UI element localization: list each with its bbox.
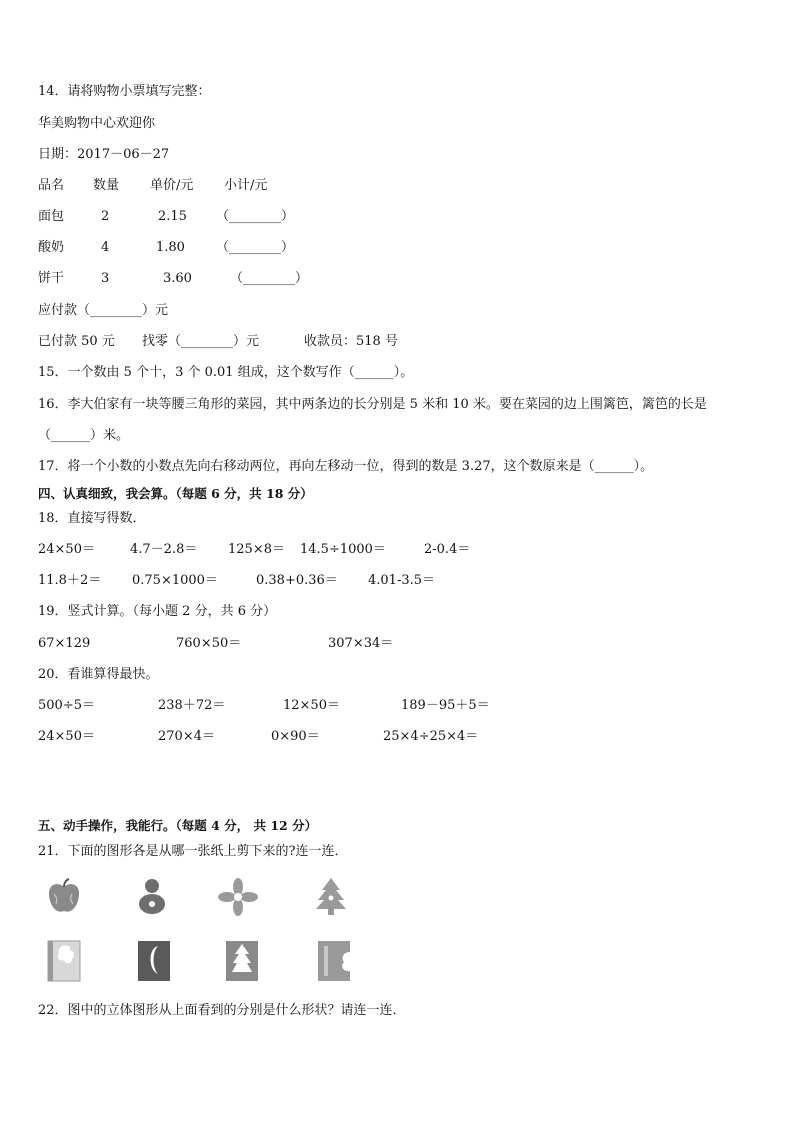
item-qty: 3 <box>101 271 110 286</box>
header-subtotal: 小计/元 <box>224 178 268 193</box>
pine-tree-icon[interactable] <box>313 876 349 916</box>
vertical-calc-item[interactable]: 67×129 <box>38 636 91 651</box>
apple-icon[interactable] <box>46 878 82 916</box>
item-name: 饼干 <box>38 271 65 286</box>
header-qty: 数量 <box>93 178 120 193</box>
calc-item[interactable]: 270×4＝ <box>158 729 215 744</box>
q17[interactable]: 17．将一个小数的小数点先向右移动两位，再向左移动一位，得到的数是 3.27，这个数原来是（______）。 <box>38 459 654 474</box>
amount-paid: 已付款 50 元 <box>38 334 115 349</box>
q20-title: 20．看谁算得最快。 <box>38 667 159 682</box>
paper-sheet-icon[interactable] <box>314 938 354 984</box>
q15[interactable]: 15．一个数由 5 个十，3 个 0.01 组成，这个数写作（______）。 <box>38 365 414 380</box>
calc-item[interactable]: 4.01-3.5＝ <box>368 573 436 588</box>
calc-item[interactable]: 125×8＝ <box>228 542 285 557</box>
calc-item[interactable]: 0.75×1000＝ <box>132 573 218 588</box>
cashier: 收款员：518 号 <box>304 334 398 349</box>
header-name: 品名 <box>38 178 65 193</box>
header-price: 单价/元 <box>150 178 194 193</box>
gourd-icon[interactable] <box>134 876 170 916</box>
q19-title: 19．竖式计算。（每小题 2 分，共 6 分） <box>38 604 277 619</box>
receipt-date: 日期：2017－06－27 <box>38 147 170 162</box>
section-4-heading: 四、认真细致，我会算。（每题 6 分，共 18 分） <box>38 486 313 501</box>
calc-item[interactable]: 11.8＋2＝ <box>38 573 102 588</box>
flower-icon[interactable] <box>218 878 258 916</box>
item-name: 酸奶 <box>38 240 65 255</box>
change-blank[interactable]: 找零（________）元 <box>142 334 260 349</box>
item-price: 1.80 <box>156 240 185 255</box>
vertical-calc-item[interactable]: 307×34＝ <box>328 636 394 651</box>
q18-title: 18．直接写得数． <box>38 511 146 526</box>
q14-title: 14．请将购物小票填写完整： <box>38 84 211 99</box>
calc-item[interactable]: 500÷5＝ <box>38 698 95 713</box>
item-subtotal-blank[interactable]: （________） <box>216 209 295 224</box>
calc-item[interactable]: 2-0.4＝ <box>424 542 471 557</box>
calc-item[interactable]: 24×50＝ <box>38 542 95 557</box>
calc-item[interactable]: 14.5÷1000＝ <box>300 542 386 557</box>
paper-sheet-icon[interactable] <box>134 938 174 984</box>
section-5-heading: 五、动手操作，我能行。（每题 4 分， 共 12 分） <box>38 818 318 833</box>
calc-item[interactable]: 24×50＝ <box>38 729 95 744</box>
item-qty: 2 <box>101 209 110 224</box>
vertical-calc-item[interactable]: 760×50＝ <box>176 636 242 651</box>
item-price: 2.15 <box>158 209 187 224</box>
item-qty: 4 <box>101 240 110 255</box>
calc-item[interactable]: 4.7－2.8＝ <box>130 542 198 557</box>
paper-sheet-icon[interactable] <box>44 938 84 984</box>
amount-due[interactable]: 应付款（________）元 <box>38 303 169 318</box>
paper-sheet-icon[interactable] <box>222 938 262 984</box>
item-subtotal-blank[interactable]: （________） <box>230 271 309 286</box>
q16-line2[interactable]: （______）米。 <box>38 428 130 443</box>
item-name: 面包 <box>38 209 65 224</box>
item-subtotal-blank[interactable]: （________） <box>216 240 295 255</box>
q16-line1: 16．李大伯家有一块等腰三角形的菜园，其中两条边的长分别是 5 米和 10 米。要在菜园的边上围篱笆，篱笆的长是 <box>38 397 707 412</box>
calc-item[interactable]: 238＋72＝ <box>158 698 226 713</box>
q22-title: 22．图中的立体图形从上面看到的分别是什么形状？请连一连． <box>38 1003 406 1018</box>
calc-item[interactable]: 25×4÷25×4＝ <box>383 729 479 744</box>
calc-item[interactable]: 0×90＝ <box>271 729 320 744</box>
store-greeting: 华美购物中心欢迎你 <box>38 116 156 131</box>
calc-item[interactable]: 189－95＋5＝ <box>401 698 490 713</box>
q21-title: 21．下面的图形各是从哪一张纸上剪下来的?连一连． <box>38 844 348 859</box>
calc-item[interactable]: 0.38+0.36＝ <box>256 573 338 588</box>
calc-item[interactable]: 12×50＝ <box>283 698 340 713</box>
item-price: 3.60 <box>163 271 192 286</box>
